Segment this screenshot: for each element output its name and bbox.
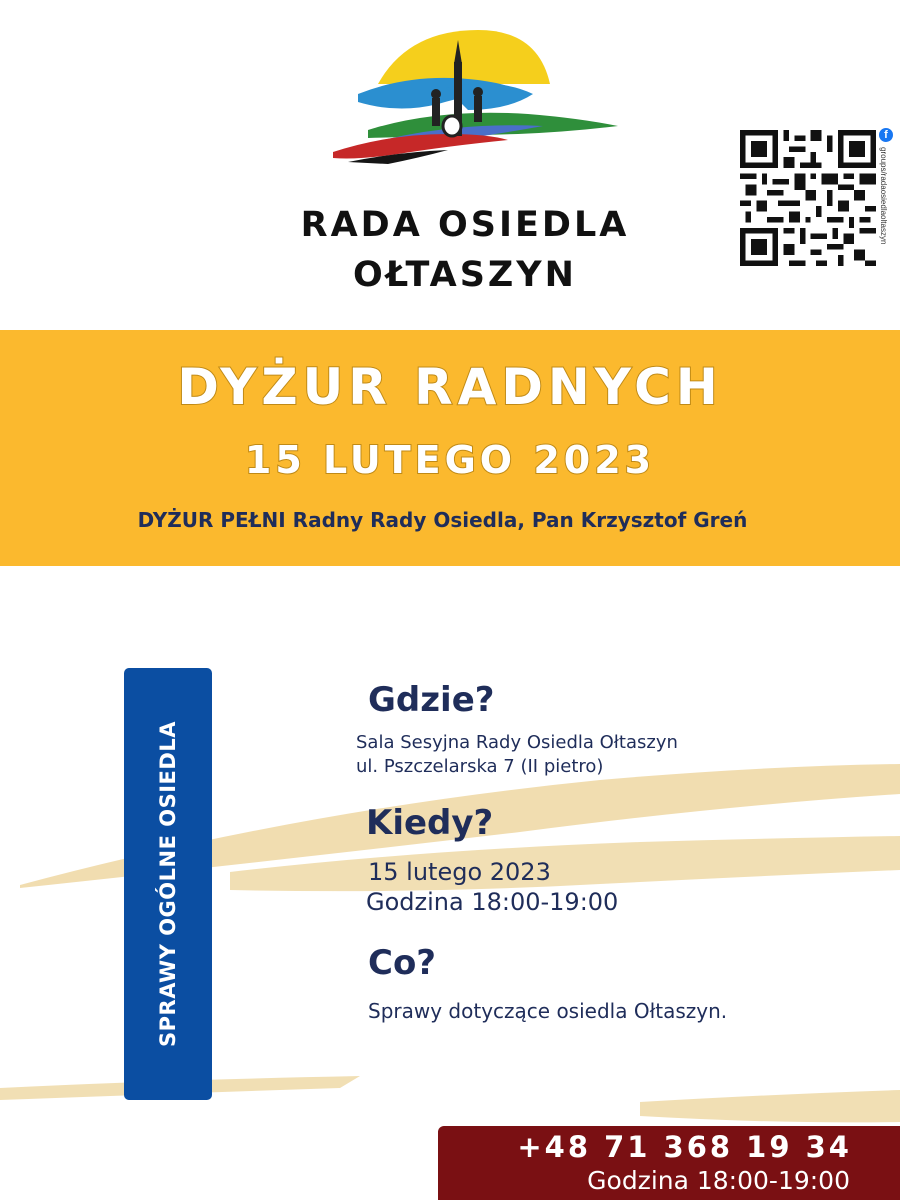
contact-hours: Godzina 18:00-19:00 <box>587 1166 850 1195</box>
where-venue: Sala Sesyjna Rady Osiedla Ołtaszyn <box>356 732 678 753</box>
organization-name-line1: RADA OSIEDLA <box>300 205 630 245</box>
banner-duty-officer: DYŻUR PEŁNI Radny Rady Osiedla, Pan Krzysztof Greń <box>137 508 748 532</box>
facebook-group-link[interactable]: groups/radaosiedlaoltaszyn <box>879 147 888 245</box>
council-logo-emblem <box>328 22 622 167</box>
when-date: 15 lutego 2023 <box>368 858 551 886</box>
qr-code-icon <box>740 130 876 266</box>
banner-date: 15 LUTEGO 2023 <box>244 438 656 482</box>
facebook-icon: f <box>879 128 893 142</box>
organization-name <box>210 200 720 300</box>
what-description: Sprawy dotyczące osiedla Ołtaszyn. <box>368 999 728 1023</box>
where-heading: Gdzie? <box>368 680 495 720</box>
duty-banner <box>0 330 900 566</box>
what-heading: Co? <box>368 943 437 983</box>
when-heading: Kiedy? <box>366 803 494 843</box>
banner-title: DYŻUR RADNYCH <box>177 358 723 416</box>
contact-box <box>438 1126 900 1200</box>
where-address: ul. Pszczelarska 7 (II pietro) <box>356 756 604 777</box>
category-side-tab-label: SPRAWY OGÓLNE OSIEDLA <box>156 721 180 1047</box>
contact-phone[interactable]: +48 71 368 19 34 <box>517 1130 852 1164</box>
when-hours: Godzina 18:00-19:00 <box>366 888 619 916</box>
organization-name-line2: OŁTASZYN <box>353 255 577 295</box>
